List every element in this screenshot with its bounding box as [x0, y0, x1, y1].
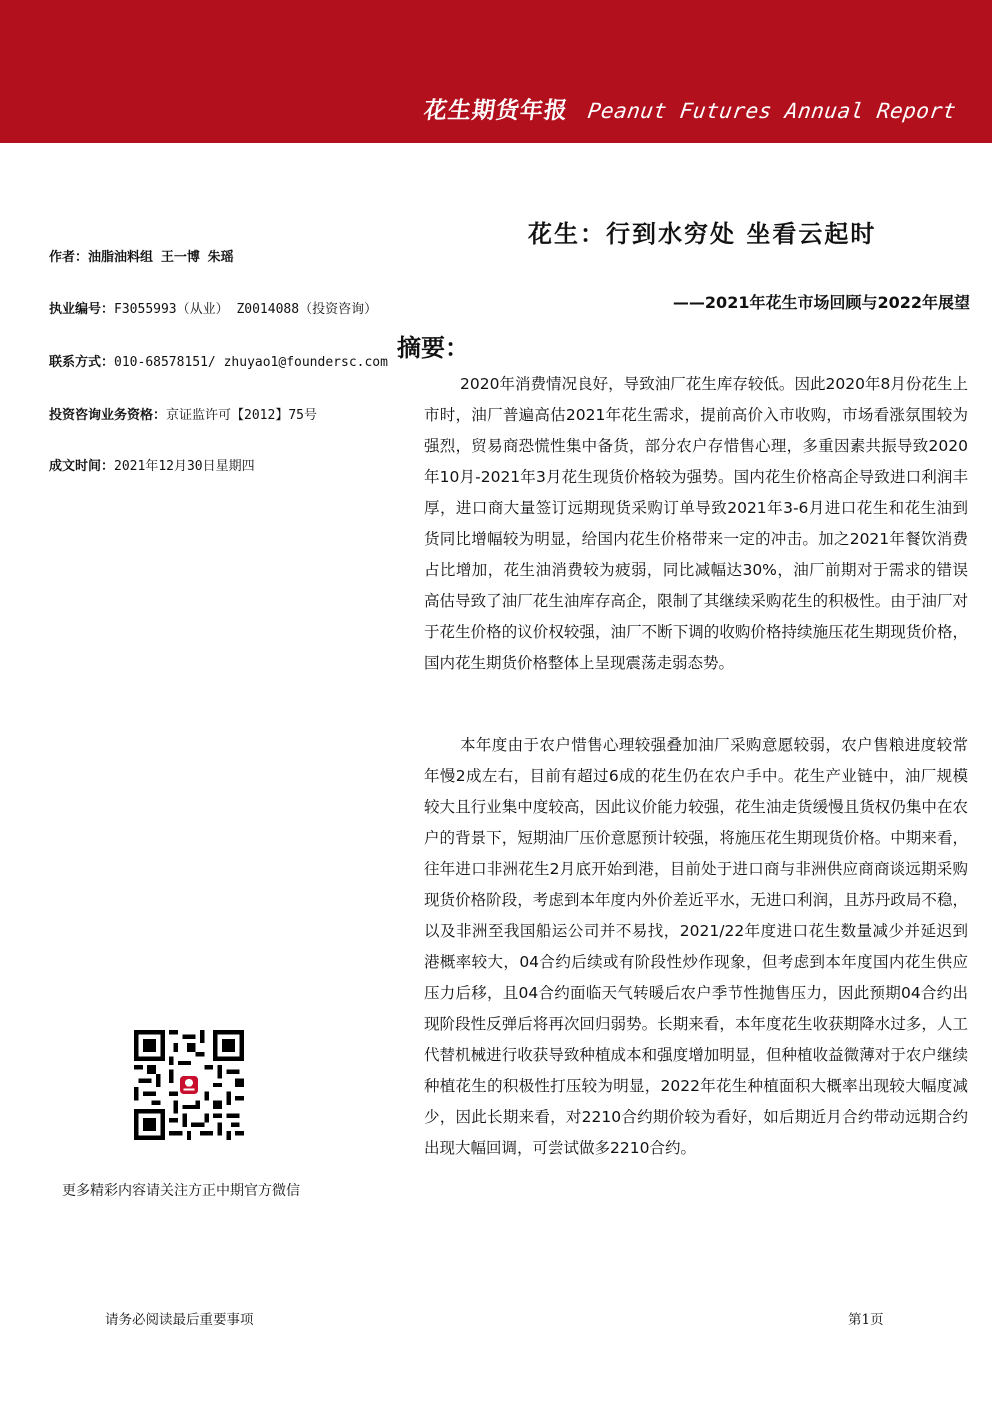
page-number: 第1页 [848, 1312, 884, 1328]
abstract-paragraph-2: 本年度由于农户惜售心理较强叠加油厂采购意愿较弱，农户售粮进度较常年慢2成左右，目前有超过6成的花生仍在农户手中。花生产业链中，油厂规模较大且行业集中度较高，因此议价能力较强，花生油走货缓慢且货权仍集中在农户的背景下，短期油厂压价意愿预计较强，将施压花生期现货价格。中期来看，往年进口非洲花生2月底开始到港，目前处于进口商与非洲供应商商谈远期采购现货价格阶段，考虑到本年度内外价差近平水，无进口利润，且苏丹政局不稳，以及非洲至我国船运公司并不易找，2021/22年度进口花生数量减少并延迟到港概率较大，04合约后续或有阶段性炒作现象，但考虑到本年度国内花生供应压力后移，且04合约面临天气转暖后农户季节性抛售压力，因此预期04合约出现阶段性反弹后将再次回归弱势。长期来看，本年度花生收获期降水过多，人工代替机械进行收获导致种植成本和强度增加明显，但种植收益微薄对于农户继续种植花生的积极性打压较为明显，2022年花生种植面积大概率出现较大幅度减少，因此长期来看，对2210合约期价较为看好，如后期近月合约带动远期合约出现大幅回调，可尝试做多2210合约。 [424, 736, 968, 1157]
date-label: 成文时间： [49, 459, 115, 474]
author-label: 作者： [49, 250, 89, 265]
qualification-line [49, 404, 317, 423]
header-banner [0, 0, 992, 143]
license-line [49, 298, 377, 317]
author-line [49, 246, 234, 265]
date-value: 2021年12月30日星期四 [114, 459, 255, 474]
contact-line [49, 351, 388, 370]
qualification-value: 京证监许可【2012】75号 [166, 408, 317, 423]
contact-value: 010-68578151/ zhuyao1@foundersc.com [114, 355, 388, 370]
report-subtitle: ——2021年花生市场回顾与2022年展望 [672, 293, 970, 312]
license-value: F3055993（从业） Z0014088（投资咨询） [114, 302, 378, 317]
contact-label: 联系方式： [49, 355, 115, 370]
date-line [49, 455, 255, 474]
series-title-en: Peanut Futures Annual Report [586, 99, 958, 123]
author-value: 油脂油料组 王一博 朱瑶 [88, 250, 234, 265]
qr-code-graphic [134, 1030, 244, 1140]
qr-caption: 更多精彩内容请关注方正中期官方微信 [62, 1183, 300, 1199]
report-title: 花生：行到水穷处 坐看云起时 [528, 220, 877, 248]
license-label: 执业编号： [49, 302, 115, 317]
abstract-paragraph-1: 2020年消费情况良好，导致油厂花生库存较低。因此2020年8月份花生上市时，油厂普遍高估2021年花生需求，提前高价入市收购，市场看涨氛围较为强烈，贸易商恐慌性集中备货，部分农户存惜售心理，多重因素共振导致2020年10月-2021年3月花生现货价格较为强势。国内花生价格高企导致进口利润丰厚，进口商大量签订远期现货采购订单导致2021年3-6月进口花生和花生油到货同比增幅较为明显，给国内花生价格带来一定的冲击。加之2021年餐饮消费占比增加，花生油消费较为疲弱，同比减幅达30%，油厂前期对于需求的错误高估导致了油厂花生油库存高企，限制了其继续采购花生的积极性。由于油厂对于花生价格的议价权较强，油厂不断下调的收购价格持续施压花生期现货价格，国内花生期货价格整体上呈现震荡走弱态势。 [424, 375, 968, 672]
abstract-heading: 摘要： [397, 334, 469, 362]
qualification-label: 投资咨询业务资格： [49, 408, 167, 423]
footer-disclaimer: 请务必阅读最后重要事项 [105, 1312, 254, 1328]
report-series-title [422, 92, 959, 125]
wechat-qr-code-icon [134, 1030, 244, 1140]
series-title-cn: 花生期货年报 [422, 98, 570, 124]
